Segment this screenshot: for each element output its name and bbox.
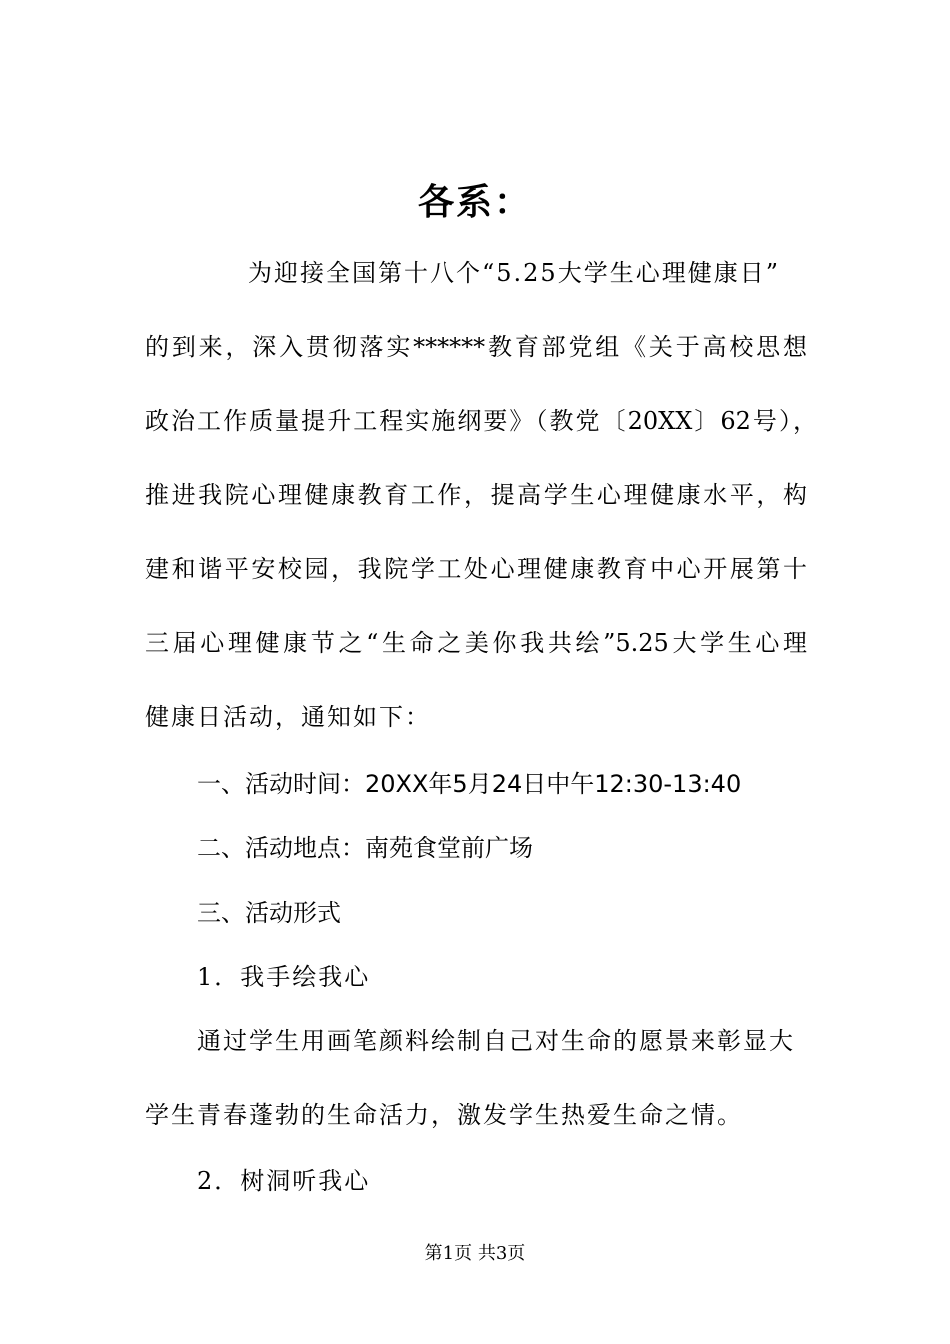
paragraph-line: 健康日活动，通知如下：: [145, 703, 431, 731]
paragraph-line: 建和谐平安校园，我院学工处心理健康教育中心开展第十: [145, 555, 807, 583]
paragraph-line: 政治工作质量提升工程实施纲要》（教党〔20XX〕62号），: [145, 407, 817, 435]
section-heading-format: 三、活动形式: [197, 899, 341, 927]
list-item-heading: 1．我手绘我心: [197, 963, 371, 991]
page-number-footer: 第1页 共3页: [424, 1243, 526, 1264]
paragraph-line: 通过学生用画笔颜料绘制自己对生命的愿景来彰显大: [197, 1027, 795, 1055]
section-heading-location: 二、活动地点：南苑食堂前广场: [197, 834, 533, 862]
document-title: 各系：: [417, 182, 532, 223]
paragraph-line: 的到来，深入贯彻落实******教育部党组《关于高校思想: [145, 333, 807, 361]
list-item-heading: 2．树洞听我心: [197, 1167, 371, 1195]
section-heading-time: 一、活动时间：20XX年5月24日中午12:30-13:40: [197, 770, 742, 798]
paragraph-line: 为迎接全国第十八个“5.25大学生心理健康日”: [248, 259, 780, 287]
paragraph-line: 三届心理健康节之“生命之美你我共绘”5.25大学生心理: [145, 629, 807, 657]
paragraph-line: 推进我院心理健康教育工作，提高学生心理健康水平，构: [145, 481, 807, 509]
paragraph-line: 学生青春蓬勃的生命活力，激发学生热爱生命之情。: [145, 1101, 743, 1129]
